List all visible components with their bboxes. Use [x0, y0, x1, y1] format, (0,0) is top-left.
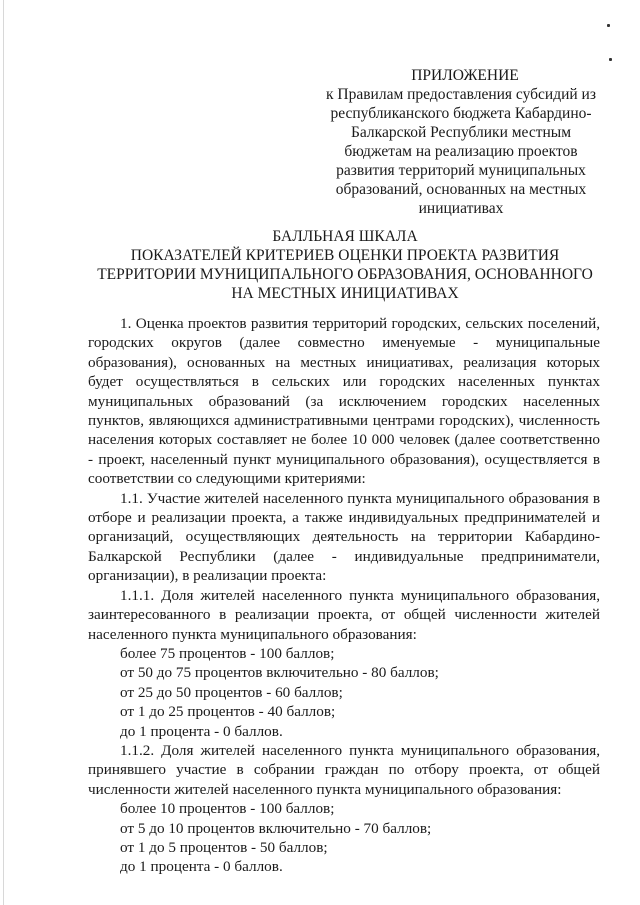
heading-line: БАЛЛЬНАЯ ШКАЛА	[272, 228, 418, 245]
paragraph-1: 1. Оценка проектов развития территорий городских, сельских поселений, городских округов (далее совместно именуемые - муниципальные образования), основанных на местных инициативах, реализация которых будет осуществляться в сельских или городских населенных пунктах муниципальных образований (за исключением городских населенных пунктов, являющихся административными центрами городских), численность населения которых составляет не более 10 000 человек (далее соответственно - проект, населенный пункт муниципального образования), осуществляется в соответствии со следующими критериями:	[88, 315, 600, 488]
list-item: от 1 до 25 процентов - 40 баллов;	[120, 703, 336, 721]
list-item: от 25 до 50 процентов - 60 баллов;	[120, 683, 343, 701]
appendix-line: Балкарской Республики местным	[351, 124, 571, 141]
appendix-line: инициативах	[418, 200, 504, 217]
appendix-line: развития территорий муниципальных	[336, 162, 586, 179]
appendix-line: республиканского бюджета Кабардино-	[330, 105, 592, 122]
document-heading	[80, 227, 610, 303]
list-item: более 75 процентов - 100 баллов;	[120, 644, 335, 662]
appendix-line: к Правилам предоставления субсидий из	[326, 86, 596, 103]
scan-edge-line	[3, 0, 4, 905]
appendix-title: ПРИЛОЖЕНИЕ	[411, 67, 519, 84]
heading-line: НА МЕСТНЫХ ИНИЦИАТИВАХ	[231, 285, 459, 302]
scan-dot-mark	[607, 24, 610, 27]
list-item: до 1 процента - 0 баллов.	[120, 858, 283, 876]
list-item: от 50 до 75 процентов включительно - 80 баллов;	[120, 664, 439, 682]
appendix-line: образований, основанных на местных	[335, 181, 587, 198]
list-item: более 10 процентов - 100 баллов;	[120, 800, 335, 818]
heading-line: ТЕРРИТОРИИ МУНИЦИПАЛЬНОГО ОБРАЗОВАНИЯ, ОСНОВАННОГО	[97, 266, 593, 283]
list-item: от 5 до 10 процентов включительно - 70 баллов;	[120, 819, 432, 837]
scan-dot-mark	[609, 58, 612, 61]
document-body	[88, 314, 600, 877]
paragraph-1-1-2: 1.1.2. Доля жителей населенного пункта муниципального образования, принявшего участие в собрании граждан по отбору проекта, от общей численности жителей населенного пункта муниципального образования:	[88, 741, 600, 798]
heading-line: ПОКАЗАТЕЛЕЙ КРИТЕРИЕВ ОЦЕНКИ ПРОЕКТА РАЗВИТИЯ	[130, 247, 560, 264]
list-item: до 1 процента - 0 баллов.	[120, 722, 283, 740]
appendix-block	[318, 66, 604, 218]
appendix-line: бюджетам на реализацию проектов	[344, 143, 578, 160]
list-item: от 1 до 5 процентов - 50 баллов;	[120, 838, 328, 856]
paragraph-1-1-1: 1.1.1. Доля жителей населенного пункта муниципального образования, заинтересованного в реализации проекта, от общей численности жителей населенного пункта муниципального образования:	[88, 586, 600, 643]
paragraph-1-1: 1.1. Участие жителей населенного пункта муниципального образования в отборе и реализации проекта, а также индивидуальных предпринимателей и организаций, осуществляющих деятельность на территории Кабардино-Балкарской Республики (далее - индивидуальные предприниматели, организации), в реализации проекта:	[88, 489, 600, 585]
